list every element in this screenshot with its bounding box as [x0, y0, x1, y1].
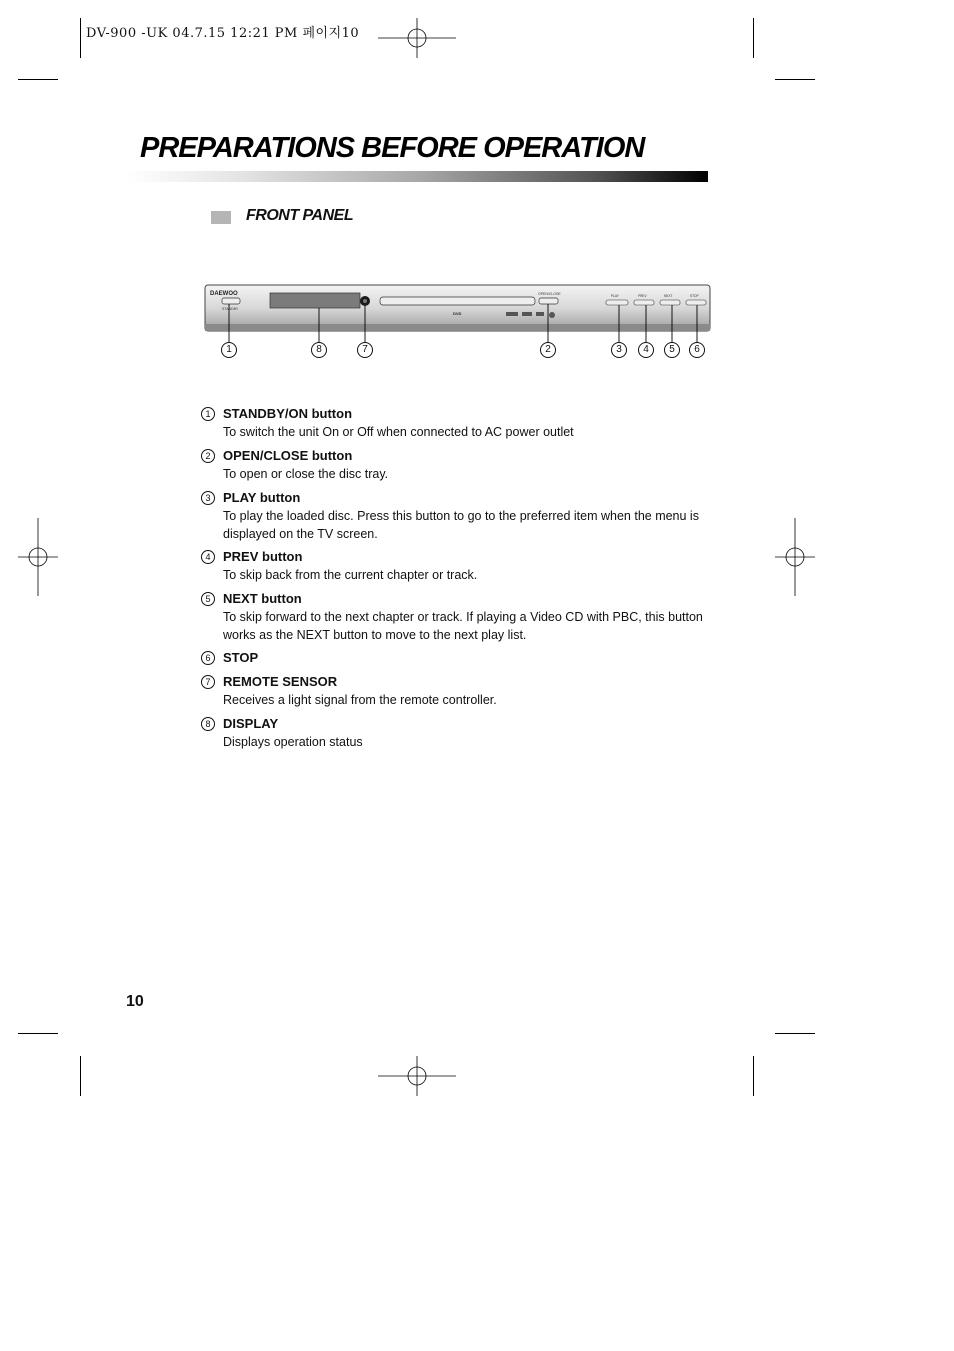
item-number: 6 — [201, 651, 215, 665]
callout-4: 4 — [638, 342, 654, 358]
next-label: NEXT — [664, 294, 673, 298]
item-number: 8 — [201, 717, 215, 731]
play-label: PLAY — [611, 294, 619, 298]
callout-8: 8 — [311, 342, 327, 358]
dvd-logo: DVD — [453, 311, 462, 316]
registration-mark-icon — [378, 1056, 456, 1096]
play-button — [606, 300, 628, 305]
brand-logo: DAEWOO — [210, 291, 238, 297]
crop-mark — [775, 1033, 815, 1034]
title-gradient-bar — [128, 171, 708, 182]
callout-5: 5 — [664, 342, 680, 358]
page-number: 10 — [126, 993, 144, 1010]
callout-3: 3 — [611, 342, 627, 358]
standby-button — [222, 298, 240, 304]
item-title: REMOTE SENSOR — [223, 674, 338, 689]
crop-mark — [80, 1056, 81, 1096]
description-item — [201, 649, 721, 667]
item-number: 7 — [201, 675, 215, 689]
crop-mark — [753, 18, 754, 58]
item-description: To skip forward to the next chapter or track. If playing a Video CD with PBC, this button works as the NEXT button to move to the next play list. — [223, 610, 703, 642]
item-title: PREV button — [223, 549, 303, 564]
callout-6: 6 — [689, 342, 705, 358]
item-number: 1 — [201, 407, 215, 421]
crop-mark — [80, 18, 81, 58]
description-item — [201, 447, 721, 483]
registration-mark-icon — [378, 18, 456, 58]
crop-mark — [18, 79, 58, 80]
item-description: To switch the unit On or Off when connected to AC power outlet — [223, 425, 574, 439]
crop-mark — [753, 1056, 754, 1096]
print-slug: DV-900 -UK 04.7.15 12:21 PM 페이지10 — [86, 26, 360, 41]
callout-7: 7 — [357, 342, 373, 358]
item-title: PLAY button — [223, 490, 301, 505]
open-close-label: OPEN/CLOSE — [538, 292, 561, 296]
item-title: NEXT button — [223, 591, 302, 606]
description-item — [201, 405, 721, 441]
item-number: 2 — [201, 449, 215, 463]
description-item — [201, 590, 721, 644]
prev-label: PREV — [638, 294, 647, 298]
page-title: PREPARATIONS BEFORE OPERATION — [140, 132, 645, 164]
open-close-button — [539, 298, 558, 304]
description-item — [201, 715, 721, 751]
item-number: 4 — [201, 550, 215, 564]
item-description: To play the loaded disc. Press this button to go to the preferred item when the menu is displayed on the TV screen. — [223, 509, 699, 541]
item-title: STOP — [223, 650, 259, 665]
disc-tray — [380, 297, 535, 305]
crop-mark — [775, 79, 815, 80]
item-number: 3 — [201, 491, 215, 505]
item-description: To open or close the disc tray. — [223, 467, 389, 481]
item-number: 5 — [201, 592, 215, 606]
item-title: STANDBY/ON button — [223, 406, 353, 421]
description-item — [201, 673, 721, 709]
item-description: Displays operation status — [223, 735, 363, 749]
item-title: DISPLAY — [223, 716, 279, 731]
display-window — [270, 293, 360, 308]
stop-button — [686, 300, 706, 305]
registration-mark-icon — [775, 518, 815, 596]
description-item — [201, 548, 721, 584]
item-title: OPEN/CLOSE button — [223, 448, 353, 463]
stop-label: STOP — [690, 294, 699, 298]
section-title: FRONT PANEL — [246, 207, 354, 224]
section-marker — [211, 211, 231, 224]
next-button — [660, 300, 680, 305]
registration-mark-icon — [18, 518, 58, 596]
item-description: Receives a light signal from the remote controller. — [223, 693, 497, 707]
callout-1: 1 — [221, 342, 237, 358]
description-item — [201, 489, 721, 543]
crop-mark — [18, 1033, 58, 1034]
item-description: To skip back from the current chapter or track. — [223, 568, 478, 582]
standby-label: STANDBY — [222, 307, 239, 311]
prev-button — [634, 300, 654, 305]
callout-2: 2 — [540, 342, 556, 358]
